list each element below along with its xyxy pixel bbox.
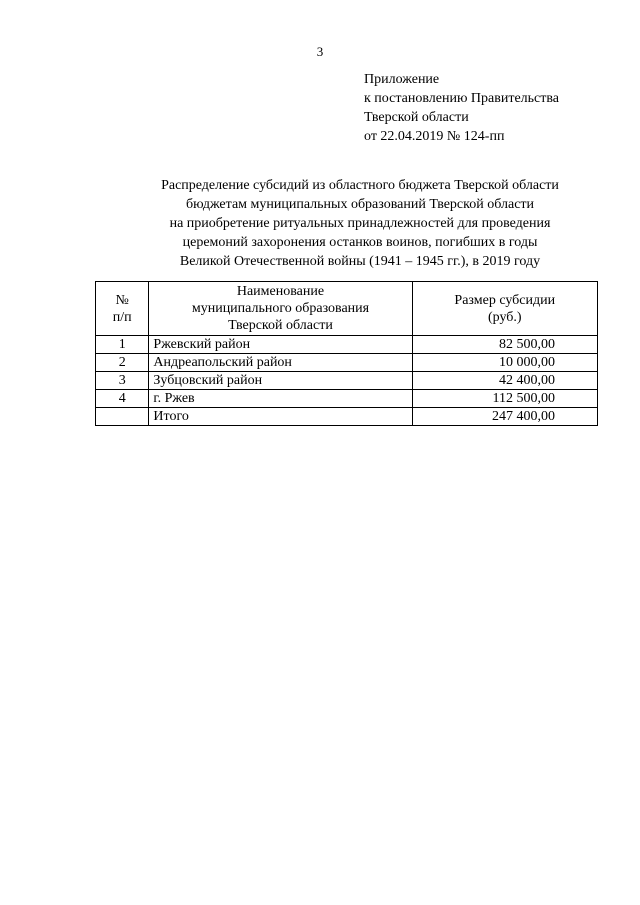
- subsidy-table: [95, 281, 598, 426]
- total-label: Итого: [149, 408, 412, 426]
- row-name: г. Ржев: [149, 390, 412, 408]
- header-amount: [412, 282, 597, 336]
- table-row: [96, 372, 598, 390]
- table-row: [96, 336, 598, 354]
- table-header-row: [96, 282, 598, 336]
- header-amount-line1: Размер субсидии: [454, 292, 556, 308]
- row-num: 1: [96, 336, 149, 354]
- header-name-line3: Тверской области: [228, 318, 333, 333]
- row-amount: 82 500,00: [412, 336, 597, 354]
- heading-line: Распределение субсидий из областного бюджета Тверской области: [161, 178, 559, 193]
- row-amount: 42 400,00: [412, 372, 597, 390]
- row-name: Ржевский район: [149, 336, 412, 354]
- appendix-line: Тверской области: [364, 110, 469, 125]
- header-name: [149, 282, 412, 336]
- total-amount: 247 400,00: [412, 408, 597, 426]
- appendix-block: [364, 70, 559, 146]
- row-name: Андреапольский район: [149, 354, 412, 372]
- header-num: [96, 282, 149, 336]
- heading-line: церемоний захоронения останков воинов, погибших в годы: [182, 235, 538, 250]
- header-amount-line2: (руб.): [487, 309, 522, 325]
- document-heading: [120, 176, 600, 271]
- total-num-empty: [96, 408, 149, 426]
- appendix-line: Приложение: [364, 72, 440, 87]
- heading-line: бюджетам муниципальных образований Тверской области: [185, 197, 535, 212]
- page-number: 3: [316, 44, 324, 59]
- row-amount: 112 500,00: [412, 390, 597, 408]
- row-name: Зубцовский район: [149, 372, 412, 390]
- heading-line: на приобретение ритуальных принадлежностей для проведения: [169, 216, 551, 231]
- table-row: [96, 354, 598, 372]
- header-num-line1: №: [115, 292, 129, 308]
- header-name-line1: Наименование: [236, 284, 325, 299]
- row-amount: 10 000,00: [412, 354, 597, 372]
- appendix-line: к постановлению Правительства: [364, 91, 560, 106]
- row-num: 3: [96, 372, 149, 390]
- table-total-row: [96, 408, 598, 426]
- header-num-line2: п/п: [112, 309, 132, 325]
- table-row: [96, 390, 598, 408]
- row-num: 4: [96, 390, 149, 408]
- heading-line: Великой Отечественной войны (1941 – 1945 гг.), в 2019 году: [179, 254, 541, 269]
- row-num: 2: [96, 354, 149, 372]
- appendix-line: от 22.04.2019 № 124-пп: [364, 129, 505, 144]
- header-name-line2: муниципального образования: [191, 301, 370, 316]
